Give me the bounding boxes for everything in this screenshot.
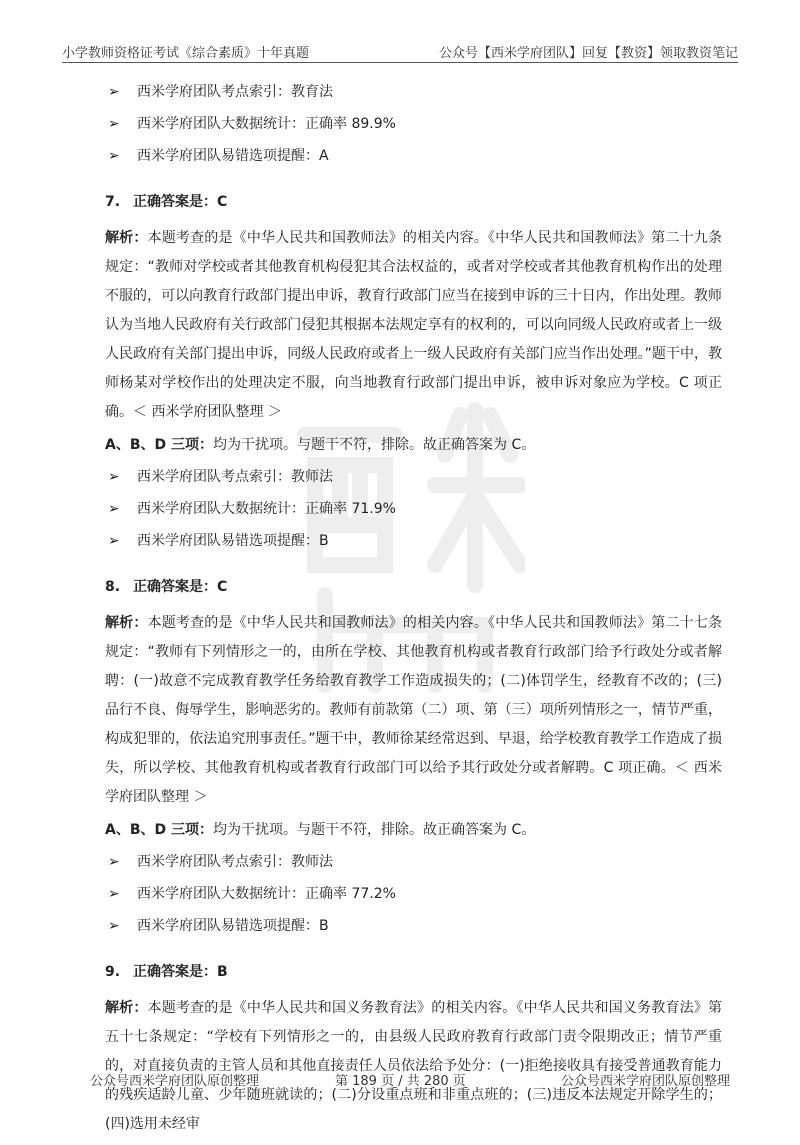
footer-left-credit: 公众号西米学府团队原创整理 (90, 1074, 260, 1089)
arrow-bullet-icon: ➢ (108, 918, 120, 934)
question-8-analysis: 解析：本题考查的是《中华人民共和国教师法》的相关内容。《中华人民共和国教师法》第二十七条规定：“教师有下列情形之一的，由所在学校、其他教育机构或者教育行政部门给予行政处分或者解聘：(一)故意不完成教育教学任务给教育教学工作造成损失的；(二)体罚学生，经教育不改的；(三)品行不良、侮辱学生，影响恶劣的。教师有前款第（二）项、第（三）项所列情形之一，情节严重，构成犯罪的，依法追究刑事责任。”题干中，教师徐某经常迟到、早退，给学校教育教学工作造成了损失，所以学校、其他教育机构或者教育行政部门可以给予其行政处分或者解聘。C 项正确。＜ 西米学府团队整理 ＞ (105, 615, 723, 805)
question-7-analysis: 解析：本题考查的是《中华人民共和国教师法》的相关内容。《中华人民共和国教师法》第二十九条规定：“教师对学校或者其他教育机构侵犯其合法权益的，或者对学校或者其他教育机构作出的处理不服的，可以向教育行政部门提出申诉，教育行政部门应当在接到申诉的三十日内，作出处理。教师认为当地人民政府有关行政部门侵犯其根据本法规定享有的权利的，可以向同级人民政府或者上一级人民政府有关部门提出申诉，同级人民政府或者上一级人民政府有关部门应当作出处理。”题干中，教师杨某对学校作出的处理决定不服，向当地教育行政部门提出申诉，被申诉对象应为学校。C 项正确。＜ 西米学府团队整理 ＞ (105, 230, 723, 420)
arrow-bullet-icon: ➢ (108, 469, 120, 485)
question-9-analysis: 解析：本题考查的是《中华人民共和国义务教育法》的相关内容。《中华人民共和国义务教育法》第五十七条规定：“学校有下列情形之一的，由县级人民政府教育行政部门责令限期改正；情节严重的，对直接负责的主管人员和其他直接责任人员依法给予处分：(一)拒绝接收具有接受普通教育能力的残疾适龄儿童、少年随班就读的；(二)分设重点班和非重点班的；(三)违反本法规定开除学生的；(四)选用未经审 (105, 1000, 723, 1132)
page-header (62, 40, 738, 63)
arrow-bullet-icon: ➢ (108, 886, 120, 902)
page-footer (90, 1070, 730, 1092)
header-promo: 公众号【西米学府团队】回复【教资】领取教资笔记 (438, 46, 738, 61)
page-number: 第 189 页 / 共 280 页 (335, 1074, 466, 1089)
list-item: ➢ 西米学府团队大数据统计：正确率 77.2% (105, 882, 722, 906)
question-8-options: A、B、D 三项：均为干扰项。与题干不符，排除。故正确答案为 C。 (105, 822, 536, 838)
list-item: ➢ 西米学府团队易错选项提醒：B (105, 914, 722, 938)
question-8-answer: 8. 正确答案是：C (105, 579, 228, 595)
arrow-bullet-icon: ➢ (108, 116, 120, 132)
question-7-options: A、B、D 三项：均为干扰项。与题干不符，排除。故正确答案为 C。 (105, 437, 536, 453)
arrow-bullet-icon: ➢ (108, 148, 120, 164)
question-7-answer: 7. 正确答案是：C (105, 194, 228, 210)
arrow-bullet-icon: ➢ (108, 854, 120, 870)
footer-right-credit: 公众号西米学府团队原创整理 (560, 1074, 730, 1089)
arrow-bullet-icon: ➢ (108, 501, 120, 517)
arrow-bullet-icon: ➢ (108, 84, 120, 100)
document-body (105, 80, 722, 1145)
list-item: ➢ 西米学府团队考点索引：教师法 (105, 850, 722, 874)
arrow-bullet-icon: ➢ (108, 533, 120, 549)
header-doc-title: 小学教师资格证考试《综合素质》十年真题 (62, 46, 310, 61)
list-item: ➢ 西米学府团队考点索引：教师法 (105, 465, 722, 489)
list-item: ➢ 西米学府团队考点索引：教育法 (105, 80, 722, 104)
list-item: ➢ 西米学府团队易错选项提醒：B (105, 529, 722, 553)
list-item: ➢ 西米学府团队易错选项提醒：A (105, 144, 722, 168)
question-9-answer: 9. 正确答案是：B (105, 964, 228, 980)
list-item: ➢ 西米学府团队大数据统计：正确率 89.9% (105, 112, 722, 136)
list-item: ➢ 西米学府团队大数据统计：正确率 71.9% (105, 497, 722, 521)
